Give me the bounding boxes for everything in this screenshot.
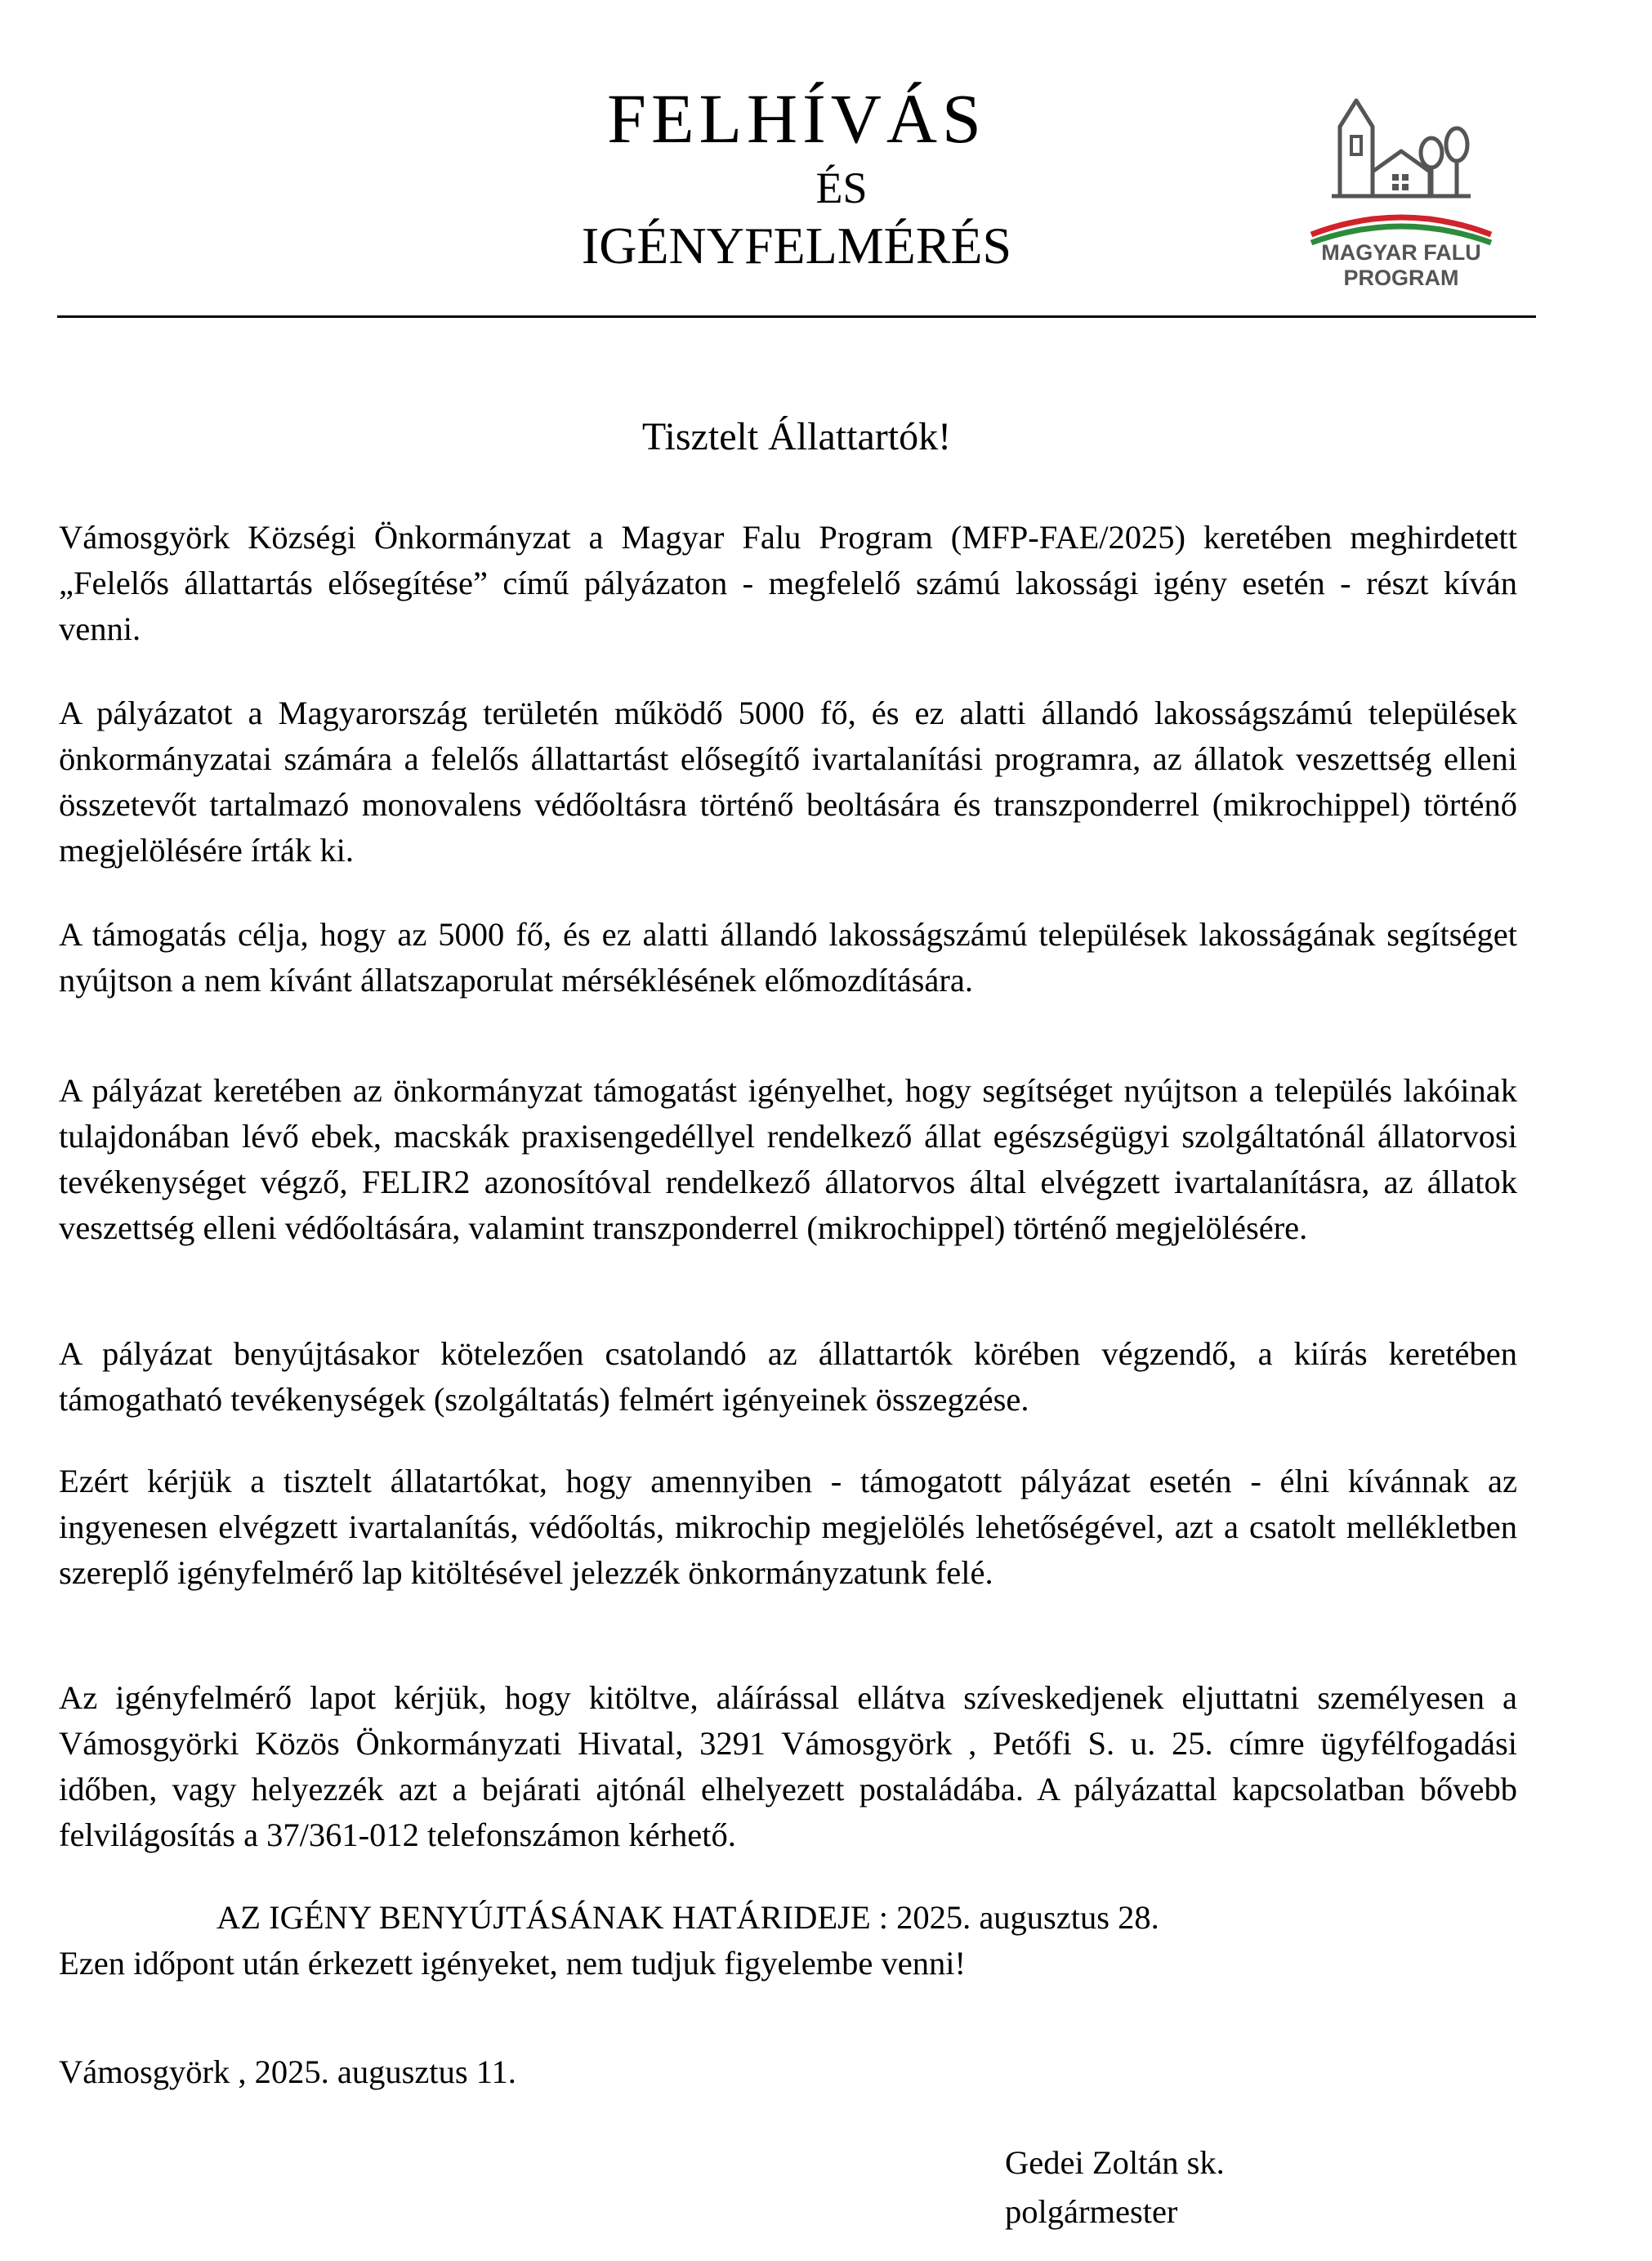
document-subtitle: IGÉNYFELMÉRÉS xyxy=(581,217,1012,275)
logo-wordmark xyxy=(1307,240,1495,291)
greeting: Tisztelt Állattartók! xyxy=(641,415,952,458)
paragraph-7: Az igényfelmérő lapot kérjük, hogy kitöltve, aláírással ellátva szíveskedjenek eljuttatni személyesen a Vámosgyörki Közös Önkormányzati Hivatal, 3291 Vámosgyörk , Petőfi S. u. 25. címre ügyfélfogadási időben, vagy helyezzék azt a bejárati ajtónál elhelyezett postaládába. A pályázattal kapcsolatban bővebb felvilágosítás a 37/361-012 telefonszámon kérhető. xyxy=(59,1679,1517,1853)
paragraph-6: Ezért kérjük a tisztelt állatartókat, hogy amennyiben - támogatott pályázat esetén - élni kívánnak az ingyenesen elvégzett ivartalanítás, védőoltás, mikrochip megjelölés lehetőségével, azt a csatolt mellékletben szereplő igényfelmérő lap kitöltésével jelezzék önkormányzatunk felé. xyxy=(59,1463,1517,1591)
deadline-line: AZ IGÉNY BENYÚJTÁSÁNAK HATÁRIDEJE : 2025. augusztus 28. xyxy=(217,1899,1159,1936)
signatory-role: polgármester xyxy=(1005,2193,1178,2230)
place-and-date: Vámosgyörk , 2025. augusztus 11. xyxy=(59,2053,516,2090)
logo-line-1: MAGYAR FALU xyxy=(1321,240,1481,265)
signatory-name: Gedei Zoltán sk. xyxy=(1005,2144,1225,2181)
paragraph-3: A támogatás célja, hogy az 5000 fő, és ez alatti állandó lakosságszámú települések lakosságának segítséget nyújtson a nem kívánt állatszaporulat mérséklésének előmozdítására. xyxy=(59,916,1517,999)
logo-line-2: PROGRAM xyxy=(1343,266,1459,290)
deadline-notice: Ezen időpont után érkezett igényeket, nem tudjuk figyelembe venni! xyxy=(59,1945,966,1982)
paragraph-2: A pályázatot a Magyarország területén működő 5000 fő, és ez alatti állandó lakosságszámú települések önkormányzatai számára a felelős állattartást elősegítő ivartalanítási programra, az állatok veszettség elleni összetevőt tartalmazó monovalens védőoltásra történő beoltására és transzponderrel (mikrochippel) történő megjelölésére írták ki. xyxy=(59,695,1517,869)
header-divider xyxy=(57,315,1536,318)
paragraph-1: Vámosgyörk Községi Önkormányzat a Magyar Falu Program (MFP-FAE/2025) keretében meghirdetett „Felelős állattartás elősegítése” című pályázaton - megfelelő számú lakossági igény esetén - részt kíván venni. xyxy=(59,519,1517,647)
document-title: FELHÍVÁS xyxy=(607,79,986,158)
signature-block xyxy=(1005,2138,1495,2236)
document-title-conjunction: ÉS xyxy=(815,163,868,212)
paragraph-4: A pályázat keretében az önkormányzat támogatást igényelhet, hogy segítséget nyújtson a település lakóinak tulajdonában lévő ebek, macskák praxisengedéllyel rendelkező állat egészségügyi szolgáltatónál állatorvosi tevékenységet végző, FELIR2 azonosítóval rendelkező állatorvos által elvégzett ivartalanításra, az állatok veszettség elleni védőoltására, valamint transzponderrel (mikrochippel) történő megjelölésére. xyxy=(59,1072,1517,1246)
paragraph-5: A pályázat benyújtásakor kötelezően csatolandó az állattartók körében végzendő, a kiírás keretében támogatható tevékenységek (szolgáltatás) felmért igényeinek összegzése. xyxy=(59,1335,1517,1418)
